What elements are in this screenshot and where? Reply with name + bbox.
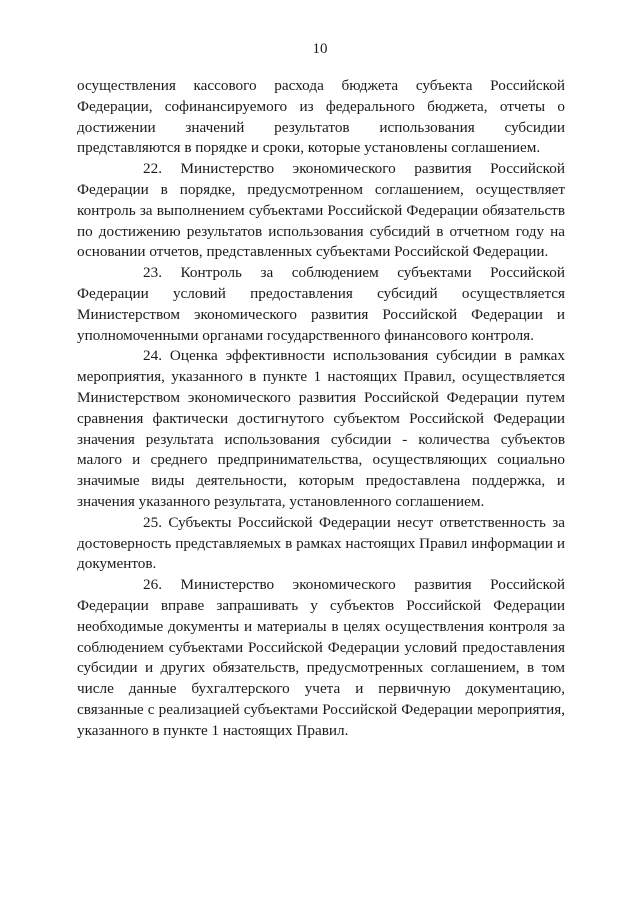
paragraph-25: 25. Субъекты Российской Федерации несут ответственность за достоверность представляемых в рамках настоящих Правил информации и документов. [77, 513, 565, 573]
paragraph-continuation: осуществления кассового расхода бюджета субъекта Российской Федерации, софинансируемого из федерального бюджета, отчеты о достижении значений результатов использования субсидии представляются в порядке и сроки, которые установлены соглашением. [77, 77, 565, 157]
paragraph-23: 23. Контроль за соблюдением субъектами Российской Федерации условий предоставления субсидий осуществляется Министерством экономического развития Российской Федерации и уполномоченными органами государственного финансового контроля. [77, 264, 565, 344]
paragraph-22: 22. Министерство экономического развития Российской Федерации в порядке, предусмотренном соглашением, осуществляет контроль за выполнением субъектами Российской Федерации обязательств по достижению результатов использования субсидий в отчетном году на основании отчетов, представленных субъектами Российской Федерации. [77, 160, 565, 261]
paragraph-24: 24. Оценка эффективности использования субсидии в рамках мероприятия, указанного в пункте 1 настоящих Правил, осуществляется Министерством экономического развития Российской Федерации путем сравнения фактически достигнутого субъектом Российской Федерации значения результата использования субсидии - количества субъектов малого и среднего предпринимательства, осуществляющих социально значимые виды деятельности, которым предоставлена поддержка, и значения указанного результата, установленного соглашением. [77, 347, 565, 510]
document-body [77, 76, 565, 742]
paragraph-26: 26. Министерство экономического развития Российской Федерации вправе запрашивать у субъектов Российской Федерации необходимые документы и материалы в целях осуществления контроля за соблюдением субъектами Российской Федерации условий предоставления субсидии и других обязательств, предусмотренных соглашением, в том числе данные бухгалтерского учета и первичную документацию, связанные с реализацией субъектами Российской Федерации мероприятия, указанного в пункте 1 настоящих Правил. [77, 576, 565, 739]
page-number: 10 [312, 41, 328, 57]
